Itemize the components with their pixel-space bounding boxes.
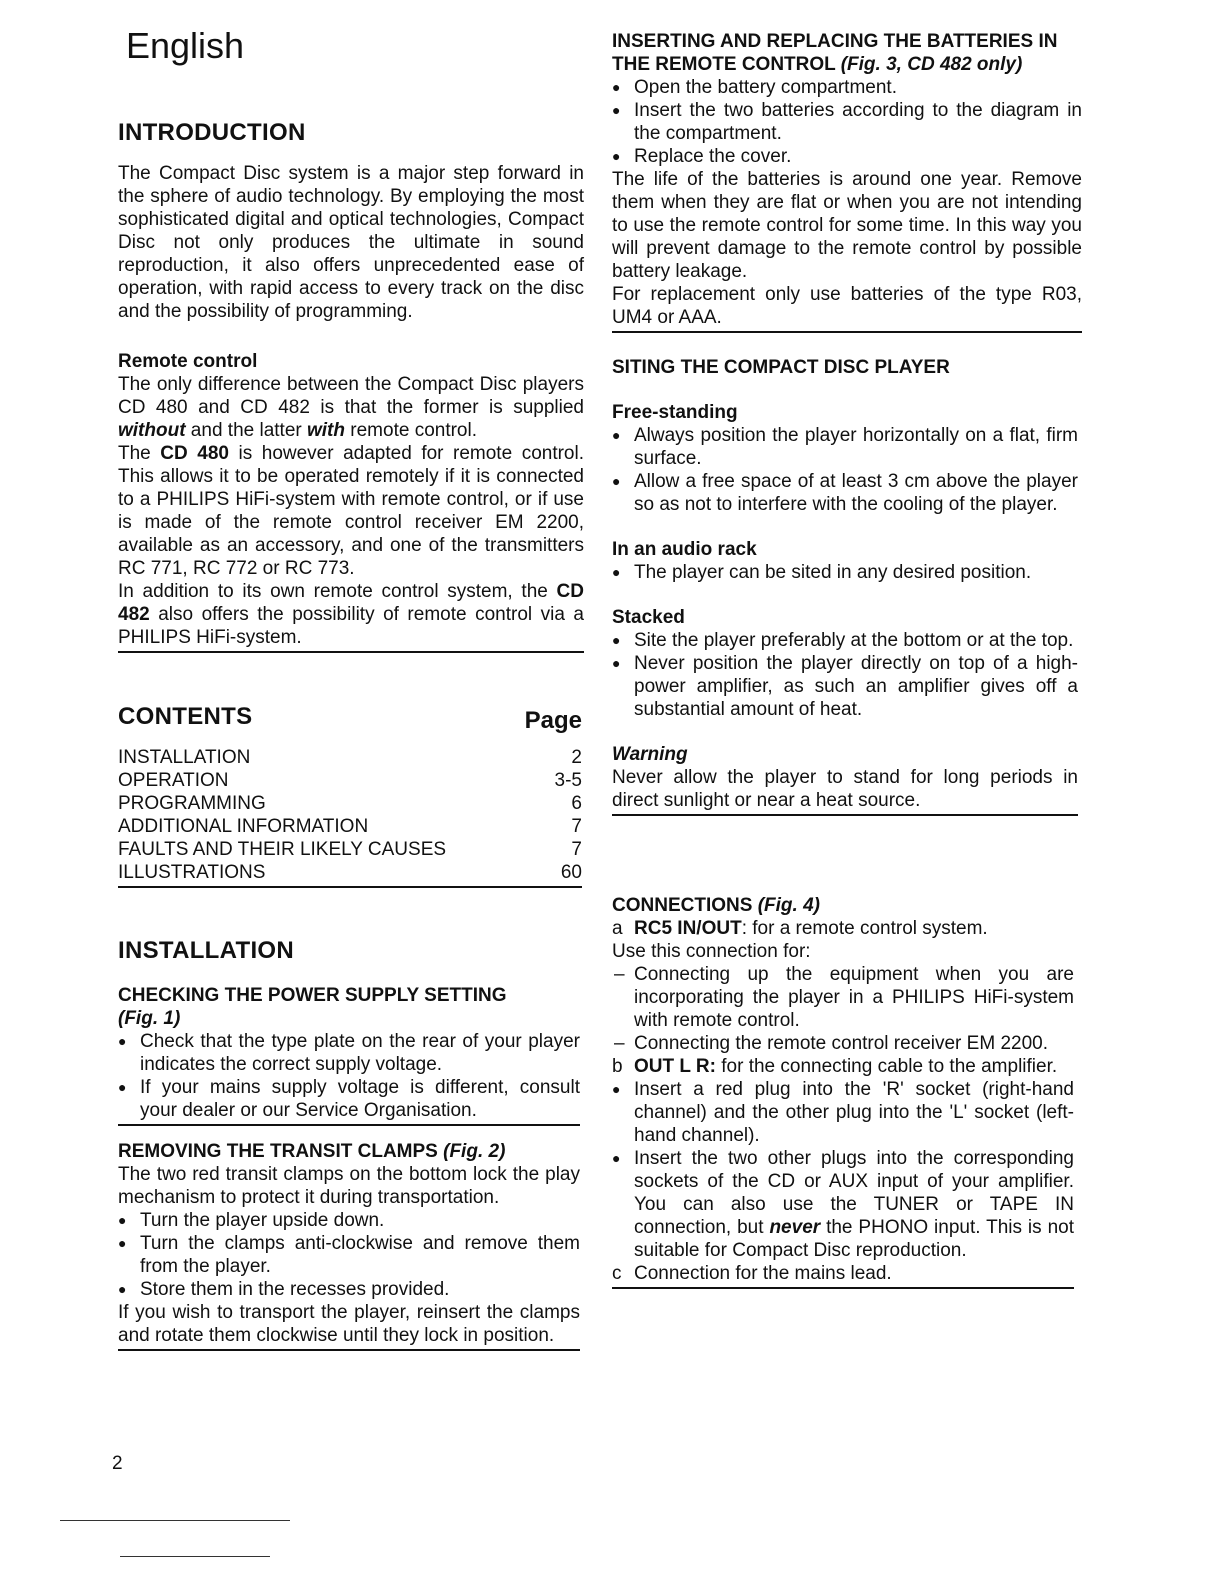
introduction-heading: INTRODUCTION	[118, 119, 306, 146]
list-item: ● Check that the type plate on the rear of your player indicates the correct supply voltage.	[118, 1030, 580, 1076]
with-emphasis: with	[307, 420, 345, 441]
remote-control-paragraph-3: In addition to its own remote control system, the CD 482 also offers the possibility of remote control via a PHILIPS HiFi-system.	[118, 581, 584, 648]
connections-dash-list	[612, 963, 1074, 1055]
divider	[612, 814, 1078, 816]
list-item: – Connecting the remote control receiver EM 2200.	[612, 1032, 1074, 1055]
list-item: ● Always position the player horizontally on a flat, firm surface.	[612, 424, 1078, 470]
list-item: ● Turn the clamps anti-clockwise and remove them from the player.	[118, 1232, 580, 1278]
power-supply-list	[118, 1030, 580, 1122]
transit-clamps-heading: REMOVING THE TRANSIT CLAMPS (Fig. 2)	[118, 1141, 506, 1162]
connections-section	[612, 894, 1074, 1289]
remote-control-paragraph-1: The only difference between the Compact Disc players CD 480 and CD 482 is that the former is supplied without and the latter with remote control.	[118, 374, 584, 441]
list-item: ● Turn the player upside down.	[118, 1209, 580, 1232]
contents-row[interactable]: INSTALLATION 2	[118, 747, 582, 768]
contents-row[interactable]: ADDITIONAL INFORMATION 7	[118, 816, 582, 837]
page-title: English	[126, 25, 245, 66]
list-item: ● Allow a free space of at least 3 cm above the player so as not to interfere with the cooling of the player.	[612, 470, 1078, 516]
remote-control-paragraph-2: The CD 480 is however adapted for remote control. This allows it to be operated remotely if it is connected to a PHILIPS HiFi-system with remote control, or if use is made of the remote control receiver EM 2200, available as an accessory, and one of the transmitters RC 771, RC 772 or RC 773.	[118, 443, 584, 579]
batteries-paragraph-1: The life of the batteries is around one year. Remove them when they are flat or when you are not intending to use the remote control for some time. In this way you will prevent damage to the remote control by possible battery leakage.	[612, 169, 1082, 282]
introduction-text: The Compact Disc system is a major step forward in the sphere of audio technology. By employing the most sophisticated digital and optical technologies, Compact Disc not only produces the ultimate in sound reproduction, it also offers unprecedented ease of operation, with rapid access to every track on the disc and the possibility of programming.	[118, 163, 584, 322]
list-item: ● Insert the two other plugs into the corresponding sockets of the CD or AUX input of your amplifier. You can also use the TUNER or TAPE IN connection, but never the PHONO input. This is not suitable for Compact Disc reproduction.	[612, 1147, 1074, 1262]
divider	[118, 651, 584, 653]
list-item: ● If your mains supply voltage is different, consult your dealer or our Service Organisation.	[118, 1076, 580, 1122]
divider	[612, 331, 1082, 333]
siting-heading: SITING THE COMPACT DISC PLAYER	[612, 357, 950, 378]
list-item: ● Insert the two batteries according to the diagram in the compartment.	[612, 99, 1082, 145]
contents-list	[118, 746, 582, 884]
transit-clamps-list	[118, 1209, 580, 1301]
batteries-list	[612, 76, 1082, 168]
contents-row[interactable]: PROGRAMMING 6	[118, 793, 582, 814]
power-supply-fig: (Fig. 1)	[118, 1008, 181, 1029]
page-number: 2	[112, 1453, 123, 1474]
list-item: ● Open the battery compartment.	[612, 76, 1082, 99]
warning-text: Never allow the player to stand for long periods in direct sunlight or near a heat source.	[612, 767, 1078, 811]
audio-rack-list	[612, 561, 1078, 584]
contents-header	[118, 702, 582, 732]
divider	[612, 1287, 1074, 1289]
stacked-subsection	[612, 606, 1078, 721]
contents-section	[118, 702, 582, 888]
installation-section	[118, 936, 580, 1351]
audio-rack-subsection	[612, 538, 1078, 584]
divider	[118, 1124, 580, 1126]
remote-control-section	[118, 350, 584, 653]
without-emphasis: without	[118, 420, 186, 441]
remote-control-heading: Remote control	[118, 351, 258, 372]
transit-clamps-outro: If you wish to transport the player, reinsert the clamps and rotate them clockwise until they lock in position.	[118, 1302, 580, 1346]
footer-scan-line	[60, 1520, 290, 1521]
power-supply-subsection	[118, 984, 580, 1126]
installation-heading: INSTALLATION	[118, 937, 295, 964]
divider	[118, 886, 582, 888]
list-item: ● The player can be sited in any desired position.	[612, 561, 1078, 584]
stacked-heading: Stacked	[612, 607, 685, 628]
free-standing-list	[612, 424, 1078, 516]
warning-heading: Warning	[612, 744, 688, 765]
connections-use-text: Use this connection for:	[612, 941, 811, 962]
contents-page-label: Page	[524, 707, 582, 734]
contents-heading: CONTENTS	[118, 703, 253, 730]
divider	[118, 1349, 580, 1351]
introduction-section	[118, 118, 584, 323]
list-item: ● Site the player preferably at the bottom or at the top.	[612, 629, 1078, 652]
connection-b: b OUT L R: for the connecting cable to the amplifier.	[612, 1056, 1058, 1077]
power-supply-heading: CHECKING THE POWER SUPPLY SETTING	[118, 985, 507, 1006]
batteries-section	[612, 30, 1082, 333]
connections-bullet-list	[612, 1078, 1074, 1262]
transit-clamps-subsection	[118, 1140, 580, 1351]
footer-scan-line	[120, 1556, 270, 1557]
stacked-list	[612, 629, 1078, 721]
siting-section	[612, 356, 1078, 816]
audio-rack-heading: In an audio rack	[612, 539, 757, 560]
warning-subsection	[612, 743, 1078, 816]
batteries-heading: INSERTING AND REPLACING THE BATTERIES IN THE REMOTE CONTROL (Fig. 3, CD 482 only)	[612, 31, 1058, 75]
free-standing-heading: Free-standing	[612, 402, 738, 423]
list-item: – Connecting up the equipment when you are incorporating the player in a PHILIPS HiFi-system with remote control.	[612, 963, 1074, 1032]
list-item: ● Store them in the recesses provided.	[118, 1278, 580, 1301]
contents-row[interactable]: OPERATION 3-5	[118, 770, 582, 791]
connection-c: c Connection for the mains lead.	[612, 1263, 892, 1284]
list-item: ● Insert a red plug into the 'R' socket (right-hand channel) and the other plug into the 'L' socket (left-hand channel).	[612, 1078, 1074, 1147]
contents-row[interactable]: ILLUSTRATIONS 60	[118, 862, 582, 883]
transit-clamps-intro: The two red transit clamps on the bottom lock the play mechanism to protect it during transportation.	[118, 1164, 580, 1208]
batteries-paragraph-2: For replacement only use batteries of the type R03, UM4 or AAA.	[612, 284, 1082, 328]
list-item: ● Replace the cover.	[612, 145, 1082, 168]
free-standing-subsection	[612, 401, 1078, 516]
list-item: ● Never position the player directly on top of a high-power amplifier, as such an amplifier gives off a substantial amount of heat.	[612, 652, 1078, 721]
connection-a: a RC5 IN/OUT: for a remote control system.	[612, 918, 988, 939]
connections-heading: CONNECTIONS (Fig. 4)	[612, 895, 820, 916]
contents-row[interactable]: FAULTS AND THEIR LIKELY CAUSES 7	[118, 839, 582, 860]
